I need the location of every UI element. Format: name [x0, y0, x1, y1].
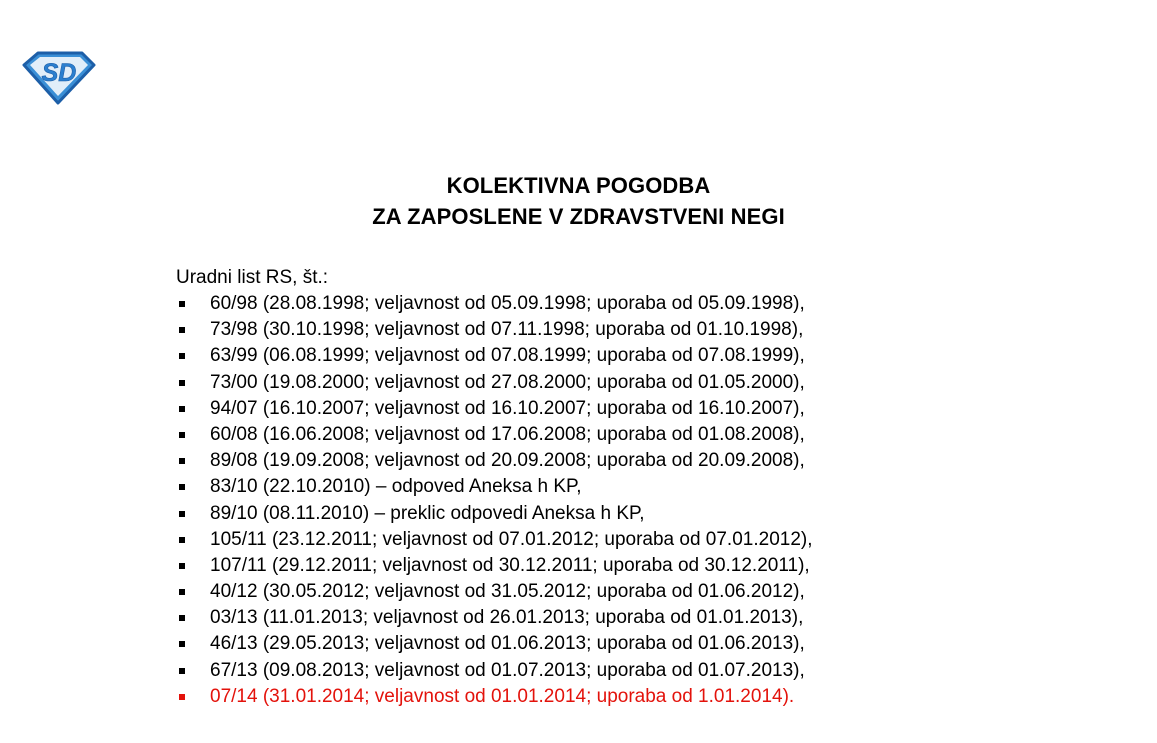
gazette-list [176, 291, 813, 710]
gazette-list-item [176, 631, 813, 657]
gazette-entry-text: 03/13 (11.01.2013; veljavnost od 26.01.2013; uporaba od 01.01.2013), [210, 607, 804, 629]
square-bullet-icon [179, 458, 185, 464]
logo-lettering: SD [41, 59, 77, 87]
gazette-entry-text: 73/98 (30.10.1998; veljavnost od 07.11.1998; uporaba od 01.10.1998), [210, 319, 804, 341]
square-bullet-icon [179, 537, 185, 543]
gazette-entry-text: 105/11 (23.12.2011; veljavnost od 07.01.2012; uporaba od 07.01.2012), [210, 528, 813, 550]
gazette-list-item [176, 396, 813, 422]
square-bullet-icon [179, 668, 185, 674]
square-bullet-icon [179, 406, 185, 412]
gazette-list-item [176, 605, 813, 631]
gazette-list-item [176, 291, 813, 317]
gazette-list-item [176, 684, 813, 710]
gazette-entry-text: 89/10 (08.11.2010) – preklic odpovedi Aneksa h KP, [210, 502, 645, 524]
gazette-list-item [176, 527, 813, 553]
gazette-entry-text: 89/08 (19.09.2008; veljavnost od 20.09.2008; uporaba od 20.09.2008), [210, 450, 805, 472]
gazette-entry-text: 94/07 (16.10.2007; veljavnost od 16.10.2007; uporaba od 16.10.2007), [210, 397, 805, 419]
gazette-entry-text: 63/99 (06.08.1999; veljavnost od 07.08.1999; uporaba od 07.08.1999), [210, 345, 805, 367]
gazette-list-item [176, 343, 813, 369]
square-bullet-icon [179, 327, 185, 333]
gazette-list-item [176, 474, 813, 500]
square-bullet-icon [179, 615, 185, 621]
gazette-entry-text: 73/00 (19.08.2000; veljavnost od 27.08.2000; uporaba od 01.05.2000), [210, 371, 805, 393]
gazette-list-item [176, 501, 813, 527]
gazette-intro: Uradni list RS, št.: [176, 267, 329, 288]
gazette-entry-text: 60/08 (16.06.2008; veljavnost od 17.06.2008; uporaba od 01.08.2008), [210, 423, 805, 445]
gazette-list-item [176, 579, 813, 605]
square-bullet-icon [179, 694, 185, 700]
square-bullet-icon [179, 301, 185, 307]
square-bullet-icon [179, 589, 185, 595]
square-bullet-icon [179, 353, 185, 359]
gazette-entry-text: 83/10 (22.10.2010) – odpoved Aneksa h KP, [210, 476, 582, 498]
document-title [0, 170, 1157, 232]
gazette-entry-text: 107/11 (29.12.2011; veljavnost od 30.12.2011; uporaba od 30.12.2011), [210, 554, 810, 576]
square-bullet-icon [179, 380, 185, 386]
sd-logo [20, 47, 98, 107]
gazette-entry-text: 60/98 (28.08.1998; veljavnost od 05.09.1998; uporaba od 05.09.1998), [210, 293, 805, 314]
gazette-list-item [176, 553, 813, 579]
square-bullet-icon [179, 511, 185, 517]
gazette-list-item [176, 370, 813, 396]
gazette-entry-text: 07/14 (31.01.2014; veljavnost od 01.01.2014; uporaba od 1.01.2014). [210, 685, 795, 707]
gazette-list-item [176, 448, 813, 474]
square-bullet-icon [179, 484, 185, 490]
title-line-1: KOLEKTIVNA POGODBA [446, 173, 711, 198]
square-bullet-icon [179, 432, 185, 438]
gazette-list-item [176, 658, 813, 684]
gazette-entry-text: 67/13 (09.08.2013; veljavnost od 01.07.2013; uporaba od 01.07.2013), [210, 659, 805, 681]
title-line-2: ZA ZAPOSLENE V ZDRAVSTVENI NEGI [372, 204, 785, 229]
gazette-entry-text: 46/13 (29.05.2013; veljavnost od 01.06.2013; uporaba od 01.06.2013), [210, 633, 805, 655]
square-bullet-icon [179, 641, 185, 647]
gazette-list-item [176, 317, 813, 343]
gazette-list-item [176, 422, 813, 448]
square-bullet-icon [179, 563, 185, 569]
gazette-entry-text: 40/12 (30.05.2012; veljavnost od 31.05.2012; uporaba od 01.06.2012), [210, 581, 805, 603]
